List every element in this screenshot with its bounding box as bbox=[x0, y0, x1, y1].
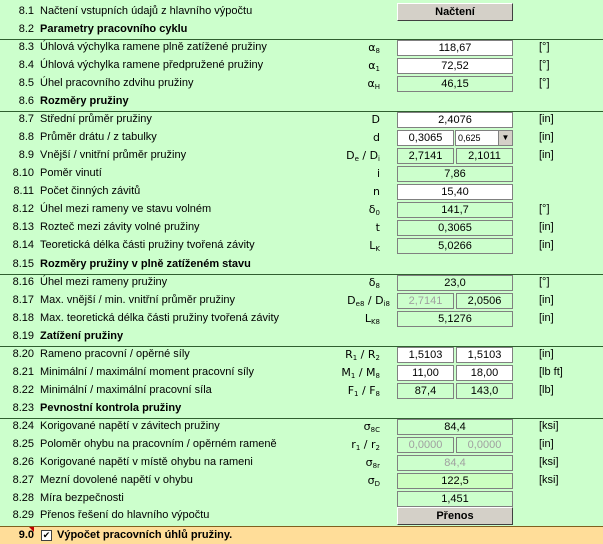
row-number: 8.27 bbox=[12, 474, 34, 486]
value-field: 5,0266 bbox=[397, 238, 513, 254]
symbol: i bbox=[376, 167, 380, 180]
row-8-3 bbox=[0, 39, 603, 57]
symbol: n bbox=[373, 185, 380, 198]
unit: [°] bbox=[539, 203, 550, 215]
section-8-23 bbox=[0, 400, 603, 419]
row-label: Průměr drátu / z tabulky bbox=[40, 131, 157, 143]
row-label: Načtení vstupních údajů z hlavního výpočtu bbox=[40, 5, 253, 17]
unit: [in] bbox=[539, 294, 554, 306]
row-label: Minimální / maximální moment pracovní síly bbox=[40, 366, 254, 378]
row-number: 8.28 bbox=[12, 492, 34, 504]
section-title: Rozměry pružiny v plně zatíženém stavu bbox=[40, 258, 251, 270]
row-8-9 bbox=[0, 147, 603, 165]
row-number: 8.14 bbox=[12, 239, 34, 251]
unit: [in] bbox=[539, 438, 554, 450]
row-8-11 bbox=[0, 183, 603, 201]
unit: [in] bbox=[539, 312, 554, 324]
row-8-20 bbox=[0, 346, 603, 364]
row-8-26 bbox=[0, 454, 603, 472]
symbol: $F_1 / F_8$ bbox=[347, 384, 380, 398]
value-field-2[interactable]: 1,5103 bbox=[456, 347, 513, 363]
value-field: 141,7 bbox=[397, 202, 513, 218]
row-number: 8.5 bbox=[18, 77, 34, 89]
value-field: 0,0000 bbox=[397, 437, 454, 453]
unit: [°] bbox=[539, 41, 550, 53]
unit: [in] bbox=[539, 239, 554, 251]
unit: [in] bbox=[539, 149, 554, 161]
row-number: 8.21 bbox=[12, 366, 34, 378]
row-8-25 bbox=[0, 436, 603, 454]
unit: [°] bbox=[539, 276, 550, 288]
row-number: 9.0 bbox=[18, 529, 34, 541]
unit: [ksi] bbox=[539, 456, 559, 468]
unit: [lb] bbox=[539, 384, 554, 396]
row-8-5 bbox=[0, 75, 603, 93]
symbol: $\sigma_D$ bbox=[367, 474, 380, 488]
row-label: Korigované napětí v místě ohybu na rameni bbox=[40, 456, 253, 468]
row-8-4 bbox=[0, 57, 603, 75]
row-label: Minimální / maximální pracovní síla bbox=[40, 384, 212, 396]
value-field[interactable]: 1,5103 bbox=[397, 347, 454, 363]
value-field: 84,4 bbox=[397, 419, 513, 435]
row-8-1 bbox=[0, 3, 603, 21]
row-8-29 bbox=[0, 507, 603, 525]
symbol: $r_1 / r_2$ bbox=[351, 438, 380, 452]
unit: [°] bbox=[539, 77, 550, 89]
value-field[interactable]: 11,00 bbox=[397, 365, 454, 381]
symbol: $L_K$ bbox=[369, 239, 380, 253]
row-8-17 bbox=[0, 292, 603, 310]
unit: [ksi] bbox=[539, 474, 559, 486]
symbol: $L_{K8}$ bbox=[364, 312, 380, 326]
row-label: Přenos řešení do hlavního výpočtu bbox=[40, 509, 210, 521]
symbol: t bbox=[375, 221, 380, 234]
symbol: $D_e / D_i$ bbox=[346, 149, 380, 163]
row-number: 8.8 bbox=[18, 131, 34, 143]
row-8-24 bbox=[0, 418, 603, 436]
unit: [in] bbox=[539, 348, 554, 360]
section-8-19 bbox=[0, 328, 603, 347]
row-number: 8.29 bbox=[12, 509, 34, 521]
section-title: Rozměry pružiny bbox=[40, 95, 129, 107]
row-label: Poloměr ohybu na pracovním / opěrném rameně bbox=[40, 438, 277, 450]
symbol: $\alpha_H$ bbox=[367, 77, 380, 91]
row-number: 8.22 bbox=[12, 384, 34, 396]
value-field-2: 0,0000 bbox=[456, 437, 513, 453]
unit: [lb ft] bbox=[539, 366, 563, 378]
section-8-6 bbox=[0, 93, 603, 112]
value-field-2: 2,1011 bbox=[456, 148, 513, 164]
row-number: 8.10 bbox=[12, 167, 34, 179]
row-number: 8.6 bbox=[18, 95, 34, 107]
row-number: 8.26 bbox=[12, 456, 34, 468]
value-field: 5,1276 bbox=[397, 311, 513, 327]
row-number: 8.15 bbox=[12, 258, 34, 270]
row-number: 8.25 bbox=[12, 438, 34, 450]
wire-table-dropdown[interactable] bbox=[455, 130, 513, 146]
value-field: 7,86 bbox=[397, 166, 513, 182]
row-label: Poměr vinutí bbox=[40, 167, 102, 179]
value-field: 2,7141 bbox=[397, 148, 454, 164]
symbol: d bbox=[373, 131, 380, 144]
row-label: Teoretická délka části pružiny tvořená závity bbox=[40, 239, 255, 251]
section-8-2 bbox=[0, 21, 603, 40]
row-8-28 bbox=[0, 490, 603, 508]
value-field: 1,451 bbox=[397, 491, 513, 507]
row-label: Úhel mezi rameny pružiny bbox=[40, 276, 168, 288]
row-label: Vnější / vnitřní průměr pružiny bbox=[40, 149, 187, 161]
row-number: 8.18 bbox=[12, 312, 34, 324]
row-label: Úhlová výchylka ramene předpružené pružiny bbox=[40, 59, 264, 71]
row-label: Střední průměr pružiny bbox=[40, 113, 152, 125]
unit: [°] bbox=[539, 59, 550, 71]
symbol: $\alpha_8$ bbox=[368, 41, 380, 55]
value-field: 0,3065 bbox=[397, 220, 513, 236]
row-number: 8.9 bbox=[18, 149, 34, 161]
symbol: $\delta_0$ bbox=[368, 203, 380, 217]
row-number: 8.19 bbox=[12, 330, 34, 342]
chevron-down-icon[interactable]: ▼ bbox=[498, 131, 512, 145]
value-field-2[interactable]: 18,00 bbox=[456, 365, 513, 381]
row-label: Míra bezpečnosti bbox=[40, 492, 124, 504]
row-label: Úhel mezi rameny ve stavu volném bbox=[40, 203, 212, 215]
row-number: 8.1 bbox=[18, 5, 34, 17]
row-number: 8.24 bbox=[12, 420, 34, 432]
unit: [ksi] bbox=[539, 420, 559, 432]
section-title: Zatížení pružiny bbox=[40, 330, 124, 342]
row-8-27 bbox=[0, 472, 603, 490]
row-label: Korigované napětí v závitech pružiny bbox=[40, 420, 220, 432]
value-field: 84,4 bbox=[397, 455, 513, 471]
row-8-7 bbox=[0, 111, 603, 129]
value-field[interactable]: 0,3065 bbox=[397, 130, 454, 146]
row-label: Max. vnější / min. vnitřní průměr pružiny bbox=[40, 294, 236, 306]
symbol: $\sigma_{8r}$ bbox=[365, 456, 380, 470]
symbol: $\alpha_1$ bbox=[368, 59, 380, 73]
row-number: 8.13 bbox=[12, 221, 34, 233]
symbol: $\delta_8$ bbox=[368, 276, 380, 290]
value-field: 87,4 bbox=[397, 383, 454, 399]
row-8-14 bbox=[0, 237, 603, 255]
row-8-8 bbox=[0, 129, 603, 147]
value-field: 46,15 bbox=[397, 76, 513, 92]
row-number: 8.4 bbox=[18, 59, 34, 71]
row-label: Mezní dovolené napětí v ohybu bbox=[40, 474, 193, 486]
value-field[interactable]: 122,5 bbox=[397, 473, 513, 489]
row-label: Počet činných závitů bbox=[40, 185, 141, 197]
row-label: Rozteč mezi závity volné pružiny bbox=[40, 221, 200, 233]
value-field: 2,7141 bbox=[397, 293, 454, 309]
row-8-12 bbox=[0, 201, 603, 219]
row-number: 8.7 bbox=[18, 113, 34, 125]
value-field[interactable]: 15,40 bbox=[397, 184, 513, 200]
section-checkbox[interactable]: ✔ bbox=[42, 530, 51, 540]
symbol: $D_{e8} / D_{i8}$ bbox=[347, 294, 390, 308]
symbol: $R_1 / R_2$ bbox=[345, 348, 380, 362]
row-label: Max. teoretická délka části pružiny tvořená závity bbox=[40, 312, 280, 324]
value-field[interactable]: 118,67 bbox=[397, 40, 513, 56]
row-number: 8.11 bbox=[13, 185, 34, 197]
row-label: Rameno pracovní / opěrné síly bbox=[40, 348, 190, 360]
unit: [in] bbox=[539, 131, 554, 143]
row-number: 8.16 bbox=[12, 276, 34, 288]
row-number: 8.12 bbox=[12, 203, 34, 215]
row-8-10 bbox=[0, 165, 603, 183]
row-number: 8.2 bbox=[18, 23, 34, 35]
row-label: Úhel pracovního zdvihu pružiny bbox=[40, 77, 194, 89]
row-number: 8.20 bbox=[12, 348, 34, 360]
row-8-21 bbox=[0, 364, 603, 382]
unit: [in] bbox=[539, 221, 554, 233]
value-field: 23,0 bbox=[397, 275, 513, 291]
value-field-2: 143,0 bbox=[456, 383, 513, 399]
load-button[interactable]: Načtení bbox=[397, 3, 513, 21]
symbol: $\sigma_{8C}$ bbox=[363, 420, 380, 434]
row-number: 8.17 bbox=[12, 294, 34, 306]
row-number: 8.23 bbox=[12, 402, 34, 414]
row-8-18 bbox=[0, 310, 603, 328]
symbol: D bbox=[371, 113, 380, 126]
value-field-2: 2,0506 bbox=[456, 293, 513, 309]
row-number: 8.3 bbox=[18, 41, 34, 53]
unit: [in] bbox=[539, 113, 554, 125]
row-label: Úhlová výchylka ramene plně zatížené pružiny bbox=[40, 41, 267, 53]
row-8-13 bbox=[0, 219, 603, 237]
value-field[interactable]: 72,52 bbox=[397, 58, 513, 74]
section-title: Výpočet pracovních úhlů pružiny. bbox=[57, 529, 233, 541]
dropdown-value: 0,625 bbox=[458, 133, 481, 143]
section-9-0-header bbox=[0, 526, 603, 544]
section-8-15 bbox=[0, 256, 603, 275]
transfer-button[interactable]: Přenos bbox=[397, 507, 513, 525]
row-8-16 bbox=[0, 274, 603, 292]
section-title: Pevnostní kontrola pružiny bbox=[40, 402, 182, 414]
section-title: Parametry pracovního cyklu bbox=[40, 23, 188, 35]
symbol: $M_1 / M_8$ bbox=[341, 366, 380, 380]
row-8-22 bbox=[0, 382, 603, 400]
value-field[interactable]: 2,4076 bbox=[397, 112, 513, 128]
